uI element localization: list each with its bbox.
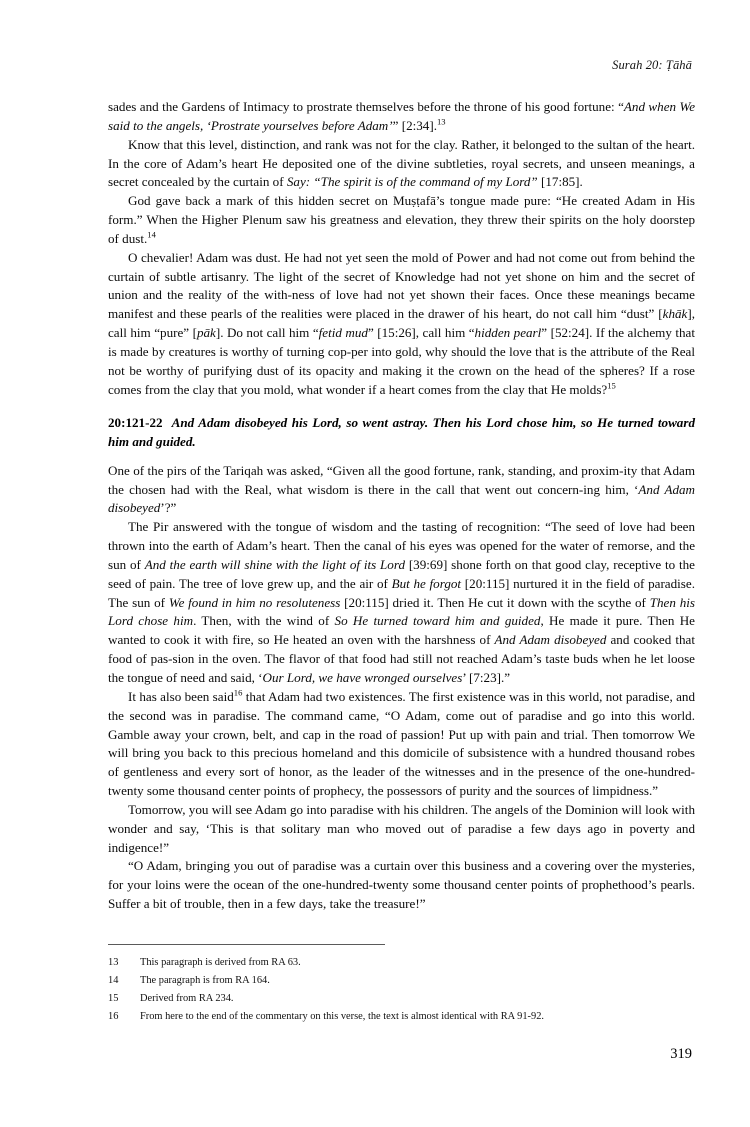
footnote-item (108, 990, 695, 1008)
paragraph-5 (108, 462, 695, 519)
paragraph-7-text-a: It has also been said (128, 688, 234, 704)
footnote-text: From here to the end of the commentary on this verse, the text is almost identical with RA 91-92. (140, 1011, 544, 1023)
quran-quote-17-85: Say: “The spirit is of the command of my Lord” (286, 174, 538, 190)
quote-no-resoluteness: We found in him no resoluteness (168, 594, 341, 610)
quote-and-adam-disobeyed: And Adam disobeyed (108, 481, 695, 516)
paragraph-6-text-e: . Then, with the wind of (193, 613, 335, 629)
paragraph-5-text-a: One of the pirs of the Tariqah was asked, “Given all the good fortune, rank, standing, and proxim-ity that Adam the chosen had with the Real, what wisdom is there in the call that went out concern-ing him, ‘ (108, 462, 695, 497)
footnotes-section (108, 944, 695, 1026)
quote-so-he-turned-toward-him: So He turned toward him and guided (334, 613, 541, 629)
paragraph-6-text-f: , He made it pure. Then He wanted to cook it with fire, so He heated an oven with the harshness of (108, 613, 695, 648)
footnote-marker-16[interactable]: 16 (233, 687, 243, 698)
paragraph-4 (108, 249, 695, 400)
page-number: 319 (670, 1046, 692, 1062)
footnote-number: 13 (108, 957, 119, 968)
quran-quote-39-69: And the earth will shine with the light of its Lord (144, 556, 405, 572)
paragraph-6-text-h: ’ [7:23].” (462, 669, 511, 685)
footnote-number: 16 (108, 1011, 119, 1023)
paragraph-2-text-b: [17:85]. (537, 174, 583, 190)
translit-khak: khāk (662, 306, 688, 322)
quran-quote-2-34: And when We said to the angels, ‘Prostrate yourselves before Adam’ (108, 99, 696, 133)
paragraph-9 (108, 857, 695, 914)
paragraph-6-text-d: [20:115] dried it. Then He cut it down with the scythe of (340, 594, 650, 610)
paragraph-2-text-a: Know that this level, distinction, and rank was not for the clay. Rather, it belonged to the sultan of the heart. In the core of Adam’s heart He deposited one of the divine subtleties, royal secrets, and unseen meanings, a secret concealed by the curtain of (108, 136, 695, 190)
paragraph-8-text: Tomorrow, you will see Adam go into paradise with his children. The angels of the Dominion will look with wonder and say, ‘This is that solitary man who moved out of paradise a few days ago in poverty and indigence!” (108, 801, 695, 855)
paragraph-5-text-b: ’?” (160, 500, 177, 516)
footnote-marker-13[interactable]: 13 (436, 116, 446, 127)
paragraph-6 (108, 518, 695, 688)
page-body (108, 98, 695, 914)
paragraph-1-text-b: ” [2:34]. (392, 117, 437, 133)
footnote-text: This paragraph is derived from RA 63. (140, 957, 301, 968)
paragraph-6-text-a: The Pir answered with the tongue of wisdom and the tasting of recognition: “The seed of love had been thrown into the earth of Adam’s heart. Then the canal of his eyes was opened for the water of remorse, and the sun of (108, 519, 695, 572)
footnote-item (108, 972, 695, 990)
paragraph-4-text-e: ” [52:24]. If the alchemy that is made by creatures is worthy of turning cop-per into gold, why should the love that is the attribute of the Real not be worthy of purifying dust of its opacity and making it the crown on the head of the spheres? If a rose comes from the clay that you mold, what wonder if a heart comes from the clay that He molds? (108, 325, 695, 397)
paragraph-6-text-b: [39:69] shone forth on that good clay, receptive to the seed of pain. The tree of love grew up, and the air of (108, 556, 695, 591)
footnote-item (108, 954, 695, 972)
paragraph-1 (108, 98, 695, 136)
verse-heading (108, 400, 695, 462)
quran-quote-52-24: hidden pearl (474, 325, 542, 341)
running-head: Surah 20: Ṭāhā (612, 58, 692, 72)
paragraph-7 (108, 688, 695, 801)
quran-quote-15-26: fetid mud (318, 325, 368, 341)
paragraph-4-text-c: ]. Do not call him “ (215, 325, 319, 341)
paragraph-8 (108, 801, 695, 858)
paragraph-1-text-a: sades and the Gardens of Intimacy to prostrate themselves before the throne of his good fortune: “ (108, 99, 624, 114)
paragraph-3-text: God gave back a mark of this hidden secret on Muṣṭafā’s tongue made pure: “He created Adam in His form.” When the Higher Plenum saw his greatness and elevation, they threw their spirits on the holy doorstep of dust. (108, 193, 695, 246)
verse-reference: 20:121-22 (108, 415, 163, 430)
paragraph-4-text-a: O chevalier! Adam was dust. He had not yet seen the mold of Power and had not come out from behind the curtain of subtle artisanry. The light of the secret of Knowledge had not yet shone on him and the secret of union and the reality of the with-ness of love had not yet shown their faces. Once these meanings became manifest and these pearls of the realities were placed in the drawer of his heart, do not call him “dust” [ (108, 249, 695, 322)
quote-then-his-lord-chose-him: Then his Lord chose him (108, 594, 695, 629)
footnote-item (108, 1008, 695, 1026)
verse-text: And Adam disobeyed his Lord, so went astray. Then his Lord chose him, so He turned toward him and guided. (108, 415, 695, 449)
footnote-marker-15[interactable]: 15 (607, 380, 616, 391)
footnote-number: 15 (108, 993, 119, 1005)
quote-but-he-forgot: But he forgot (391, 575, 462, 591)
paragraph-3 (108, 192, 695, 249)
paragraph-4-text-d: ” [15:26], call him “ (367, 325, 475, 341)
footnote-text: The paragraph is from RA 164. (140, 975, 270, 987)
paragraph-9-text: “O Adam, bringing you out of paradise was a curtain over this business and a covering over the mysteries, for your loins were the ocean of the one-hundred-twenty some thousand center points of prophethood’s pearls. Suffer a bit of trouble, then in a few days, take the treasure!” (108, 858, 695, 912)
paragraph-7-text-b: that Adam had two existences. The first existence was in this world, not paradise, and the second was in paradise. The command came, “O Adam, come out of paradise and go into this world. Gamble away your crown, belt, and cap in the road of passion! Put up with pain and trial. Then tomorrow We will bring you back to this precious homeland and this domicile of subsistence with a hundred thousand robes of gentleness and every sort of honor, as the leader of the witnesses and in the presence of the one-hundred-twenty some thousand center points of prophecy, the possessors of purity and the sources of limpidness.” (108, 688, 695, 799)
paragraph-2 (108, 136, 695, 193)
quote-and-adam-disobeyed-2: And Adam disobeyed (494, 632, 607, 648)
translit-pak: pāk (196, 325, 216, 341)
paragraph-6-text-c: [20:115] nurtured it in the field of paradise. The sun of (108, 575, 695, 610)
footnote-marker-14[interactable]: 14 (147, 229, 156, 240)
footnote-text: Derived from RA 234. (140, 993, 234, 1005)
quran-quote-7-23: Our Lord, we have wronged ourselves (262, 669, 463, 685)
footnote-separator-rule (108, 944, 385, 945)
footnote-number: 14 (108, 975, 119, 987)
paragraph-6-text-g: and cooked that food of pas-sion in the oven. The flavor of that food had still not reached Adam’s taste buds when he let loose the tongue of need and said, ‘ (108, 632, 695, 685)
paragraph-4-text-b: ], call him “pure” [ (108, 306, 695, 341)
